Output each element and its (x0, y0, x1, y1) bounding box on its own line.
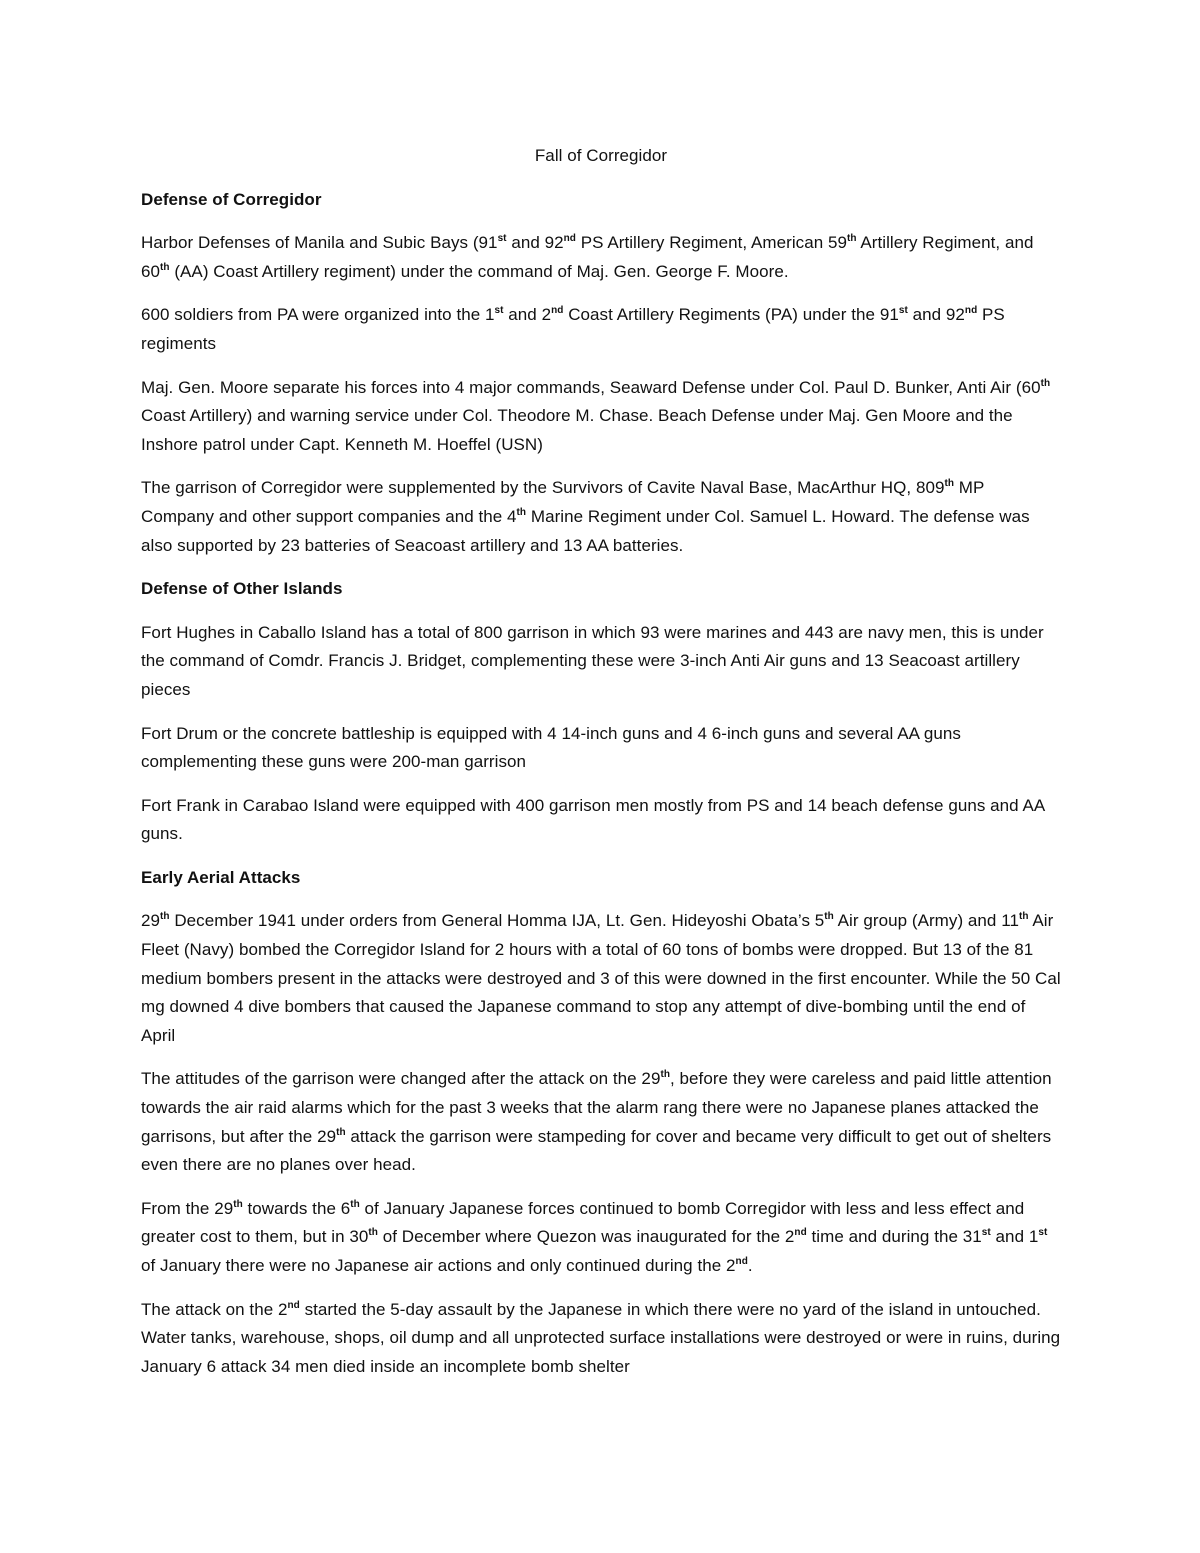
paragraph (141, 792, 1061, 849)
paragraph (141, 907, 1061, 1050)
text-run: Artillery Regiment, and 60 (141, 233, 1034, 281)
paragraph (141, 374, 1061, 460)
text-run: Fort Drum or the concrete battleship is equipped with 4 14-inch guns and 4 6-inch guns and several AA guns complementing these guns were 200-man garrison (141, 723, 961, 772)
paragraph (141, 1195, 1061, 1281)
ordinal-suffix: nd (794, 1227, 807, 1239)
text-run: started the 5-day assault by the Japanese in which there were no yard of the island in untouched. Water tanks, warehouse, shops, oil dump and all unprotected surface installations were destroyed or were in ruins, during January 6 attack 34 men died inside an incomplete bomb shelter (141, 1299, 1061, 1376)
text-run: Maj. Gen. Moore separate his forces into 4 major commands, Seaward Defense under Col. Paul D. Bunker, Anti Air (60 (141, 377, 1041, 397)
ordinal-suffix: nd (735, 1256, 748, 1267)
ordinal-suffix: th (516, 506, 527, 518)
text-run: and 1 (990, 1227, 1039, 1247)
ordinal-suffix: th (824, 911, 834, 923)
section-heading: Defense of Other Islands (141, 579, 343, 599)
text-run: and 2 (503, 305, 552, 325)
text-run: The attitudes of the garrison were changed after the attack on the 29 (141, 1069, 661, 1089)
text-run: , before they were careless and paid little attention towards the air raid alarms which for the past 3 weeks that the alarm rang there were no Japanese planes attacked the garrisons, but after the 29 (141, 1069, 1052, 1146)
text-run: Coast Artillery Regiments (PA) under the 91 (563, 305, 899, 325)
paragraph (141, 1065, 1061, 1179)
ordinal-suffix: th (160, 911, 170, 923)
text-run: Marine Regiment under Col. Samuel L. Howard. The defense was also supported by 23 batteries of Seacoast artillery and 13 AA batteries. (141, 506, 1030, 555)
text-run: (AA) Coast Artillery regiment) under the command of Maj. Gen. George F. Moore. (169, 261, 789, 281)
text-run: PS regiments (141, 305, 1005, 353)
text-run: and 92 (506, 233, 564, 253)
paragraph (141, 1296, 1061, 1382)
ordinal-suffix: st (981, 1227, 991, 1239)
ordinal-suffix: th (944, 478, 955, 490)
text-run: December 1941 under orders from General Homma IJA, Lt. Gen. Hideyoshi Obata’s 5 (169, 911, 825, 931)
ordinal-suffix: th (1018, 911, 1029, 923)
text-run: Harbor Defenses of Manila and Subic Bays (91 (141, 233, 498, 253)
paragraph (141, 619, 1061, 705)
text-run: attack the garrison were stampeding for cover and became very difficult to get out of shelters even there are no planes over head. (141, 1126, 1052, 1175)
text-run: of January Japanese forces continued to bomb Corregidor with less and less effect and greater cost to them, but in 30 (141, 1198, 1025, 1247)
ordinal-suffix: st (497, 233, 507, 245)
text-run: of January there were no Japanese air actions and only continued during the 2 (141, 1256, 736, 1275)
ordinal-suffix: th (847, 233, 857, 245)
ordinal-suffix: th (350, 1198, 360, 1210)
document-title: Fall of Corregidor (534, 146, 668, 165)
text-run: Fort Frank in Carabao Island were equipped with 400 garrison men mostly from PS and 14 beach defense guns and AA guns. (141, 795, 1045, 844)
paragraph (141, 474, 1061, 560)
text-run: Air group (Army) and 11 (833, 911, 1019, 931)
text-run: 600 soldiers from PA were organized into the 1 (141, 305, 495, 325)
ordinal-suffix: st (494, 305, 504, 317)
text-run: MP Company and other support companies and the 4 (141, 478, 985, 526)
ordinal-suffix: nd (287, 1299, 300, 1311)
text-run: 29 (141, 911, 161, 931)
document-body (141, 142, 1061, 1396)
paragraph (141, 301, 1061, 358)
paragraph (141, 720, 1061, 777)
ordinal-suffix: st (898, 305, 908, 317)
ordinal-suffix: st (1038, 1227, 1048, 1239)
ordinal-suffix: th (660, 1069, 670, 1081)
ordinal-suffix: th (368, 1227, 378, 1239)
text-run: The garrison of Corregidor were supplemented by the Survivors of Cavite Naval Base, MacArthur HQ, 809 (141, 478, 945, 498)
text-run: . (747, 1256, 753, 1275)
text-run: time and during the 31 (806, 1227, 982, 1247)
ordinal-suffix: nd (563, 233, 576, 245)
text-run: Coast Artillery) and warning service under Col. Theodore M. Chase. Beach Defense under Maj. Gen Moore and the Inshore patrol under Capt. Kenneth M. Hoeffel (USN) (141, 406, 1013, 454)
text-run: From the 29 (141, 1198, 234, 1218)
text-run: Air Fleet (Navy) bombed the Corregidor Island for 2 hours with a total of 60 tons of bombs were dropped. But 13 of the 81 medium bombers present in the attacks were destroyed and 3 of this were downed in the first encounter. While the 50 Cal mg downed 4 dive bombers that caused the Japanese command to stop any attempt of dive-bombing until the end of April (141, 911, 1061, 1045)
ordinal-suffix: th (1040, 377, 1051, 389)
ordinal-suffix: nd (551, 305, 564, 317)
section-heading: Defense of Corregidor (141, 189, 322, 209)
text-run: towards the 6 (242, 1198, 351, 1218)
text-run: Fort Hughes in Caballo Island has a total of 800 garrison in which 93 were marines and 443 are navy men, this is under the command of Comdr. Francis J. Bridget, complementing these were 3-inch Anti Air guns and 13 Seacoast artillery pieces (141, 622, 1044, 699)
section-heading: Early Aerial Attacks (141, 867, 301, 887)
ordinal-suffix: th (160, 261, 170, 273)
text-run: of December where Quezon was inaugurated for the 2 (377, 1227, 795, 1247)
text-run: and 92 (907, 305, 965, 325)
ordinal-suffix: nd (964, 305, 978, 317)
paragraph (141, 229, 1061, 286)
ordinal-suffix: th (336, 1126, 346, 1138)
text-run: The attack on the 2 (141, 1299, 288, 1319)
ordinal-suffix: th (233, 1198, 243, 1210)
text-run: PS Artillery Regiment, American 59 (575, 233, 847, 253)
